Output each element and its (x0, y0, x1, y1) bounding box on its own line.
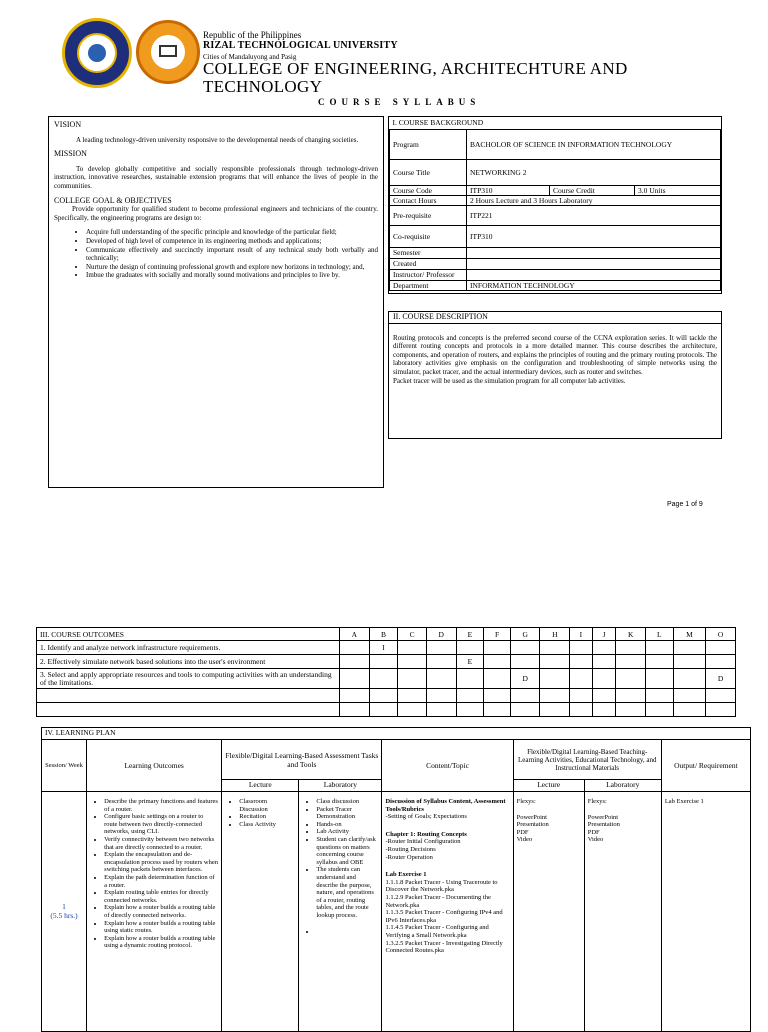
description-text: Routing protocols and concepts is the preferred second course of the CCNA exploration series. It will tackle the different routing concepts and protocols in a more detailed manner. This course describes the architecture, components, and operation of routers, and explains the principles of routing and the primary routing protocols. The laboratory activities give emphasis on the configuration and troubleshooting of simple networks using the simulator, packet tracer, and the actual intermediary devices, such as router and switches. (393, 333, 717, 376)
course-syllabus-title: COURSE SYLLABUS (318, 97, 481, 107)
lab-task: • Hands-on (316, 821, 378, 829)
vision-title: VISION (54, 120, 82, 129)
chapter-item: -Router Operation (385, 853, 433, 861)
lecture-activity: PDF (516, 828, 529, 836)
laboratory-header-2: Laboratory (584, 780, 661, 792)
outcomes-header: Learning Outcomes (87, 740, 222, 792)
contact-hours-label: Contact Hours (390, 195, 467, 205)
instructor-label: Instructor/ Professor (390, 269, 467, 280)
contact-hours-value: 2 Hours Lecture and 3 Hours Laboratory (467, 195, 721, 205)
outcome-item: • Configure basic settings on a router to route between two directly-connected networks, using CLI. (104, 813, 218, 836)
lab-activity: PowerPoint (587, 813, 619, 821)
objective-item: • Acquire full understanding of the specific principle and knowledge of the particular field; (86, 228, 378, 237)
outcome-col-header: L (646, 628, 674, 641)
mission-text: To develop globally competitive and socially responsible professionals through technology-driven instruction, innovative researches, sustainable extension programs that will enhance the lives of people in the communities. (54, 164, 378, 190)
outcome-cell: I (369, 641, 398, 655)
course-background-table (389, 117, 721, 291)
program-value: BACHOLOR OF SCIENCE IN INFORMATION TECHNOLOGY (467, 129, 721, 159)
lecture-task: • Class Activity (239, 821, 295, 829)
prerequisite-label: Pre-requisite (390, 205, 467, 225)
outcome-item: • Explain the encapsulation and de-encapsulation process used by routers when switching packets between interfaces. (104, 851, 218, 874)
lab-task: • The students can understand and describe the purpose, nature, and operations of a router, routing tables, and the route lookup process. (316, 866, 378, 919)
learning-plan-table (41, 727, 751, 1032)
objective-item: • Communicate effectively and succinctly important result of any technical study both verbally and technically; (86, 246, 378, 263)
objective-item: • Imbue the graduates with socially and morally sound motivations and principles to live by. (86, 271, 378, 280)
background-title: I. COURSE BACKGROUND (390, 117, 721, 129)
lecture-header-2: Lecture (513, 780, 584, 792)
activities-header: Flexible/Digital Learning-Based Teaching-Learning Activities, Educational Technology, and Instructional Materials (513, 740, 661, 780)
lab-activity: PDF (587, 828, 600, 836)
outcome-col-header: H (540, 628, 570, 641)
outcome-cell: D (510, 669, 540, 689)
goal-title: COLLEGE GOAL & OBJECTIVES (54, 195, 172, 205)
lecture-activity: Flexys: (516, 798, 536, 805)
cities-text: Cities of Mandaluyong and Pasig (203, 53, 297, 61)
outcome-item: • Explain how a router builds a routing table using static routes. (104, 920, 218, 935)
prerequisite-value: ITP221 (467, 205, 721, 225)
goal-text: Provide opportunity for qualified student to become professional engineers and technicians of the country. Specifically, the engineering programs are design to: (54, 205, 378, 222)
description-text-2: Packet tracer will be used as the simulation program for all computer lab activities. (393, 376, 626, 385)
republic-text: Republic of the Philippines (203, 30, 302, 40)
lab-exercise-item: 1.1.2.9 Packet Tracer - Documenting the Network.pka (385, 893, 491, 909)
outcome-cell: D (706, 669, 736, 689)
outcome-row-text: 3. Select and apply appropriate resources and tools to computing activities with an understanding of the limitations. (37, 669, 340, 689)
chapter-item: -Routing Decisions (385, 845, 436, 853)
university-name: RIZAL TECHNOLOGICAL UNIVERSITY (203, 40, 398, 51)
lecture-activity: Video (516, 836, 533, 844)
department-value: INFORMATION TECHNOLOGY (467, 280, 721, 290)
outcome-cell: E (456, 655, 484, 669)
output-cell: Lab Exercise 1 (661, 792, 750, 1032)
vision-text: A leading technology-driven university responsive to the developmental needs of changing societies. (76, 135, 359, 144)
session-header: Session/ Week (42, 740, 87, 792)
program-label: Program (390, 129, 467, 159)
outcome-item: • Explain the path determination function of a router. (104, 874, 218, 889)
lab-activities-cell (584, 792, 661, 1032)
outcome-col-header: G (510, 628, 540, 641)
outcome-item: • Explain how a router builds a routing table of directly connected networks. (104, 904, 218, 919)
lab-task: • Class discussion (316, 798, 378, 806)
outcome-item: • Describe the primary functions and features of a router. (104, 798, 218, 813)
lab-activity: Flexys: (587, 798, 607, 805)
page-number: Page 1 of 9 (667, 501, 703, 508)
university-seal-logo (62, 18, 132, 88)
session-hours: (5.5 hrs.) (50, 910, 78, 920)
content-title: Discussion of Syllabus Content, Assessment Tools/Rubrics (385, 798, 506, 813)
assessment-header: Flexible/Digital Learning-Based Assessment Tasks and Tools (222, 740, 382, 780)
lecture-tasks-cell (222, 792, 299, 1032)
outcome-col-header: D (426, 628, 456, 641)
created-label: Created (390, 258, 467, 269)
instructor-value (467, 269, 721, 280)
course-credit-value: 3.0 Units (635, 185, 721, 195)
corequisite-label: Co-requisite (390, 225, 467, 247)
lab-activity (588, 806, 658, 814)
course-code-value: ITP310 (467, 185, 550, 195)
vision-mission-box (48, 116, 384, 488)
outcome-row-text: 2. Effectively simulate network based solutions into the user's environment (37, 655, 340, 669)
outcome-item: • Verify connectivity between two networks that are directly connected to a router. (104, 836, 218, 851)
lecture-activity (517, 806, 581, 814)
outcome-col-header: K (616, 628, 646, 641)
course-background-box (388, 116, 722, 294)
outcome-row-text: 1. Identify and analyze network infrastructure requirements. (37, 641, 340, 655)
lecture-header: Lecture (222, 780, 299, 792)
lecture-task: • Classroom Discussion (239, 798, 295, 813)
objective-item: • Nurture the design of continuing professional growth and explore new horizons in technology; and, (86, 263, 378, 272)
outcomes-title: III. COURSE OUTCOMES (37, 628, 340, 641)
output-header: Output/ Requirement (661, 740, 750, 792)
content-header: Content/Topic (382, 740, 513, 792)
lab-task: • Lab Activity (316, 828, 378, 836)
lab-tasks-cell (299, 792, 382, 1032)
lecture-activity: Presentation (516, 821, 549, 829)
lab-activity: Video (587, 836, 604, 844)
session-number: 1 (62, 901, 66, 911)
created-value (467, 258, 721, 269)
lecture-activities-cell (513, 792, 584, 1032)
chapter-item: -Router Initial Configuration (385, 838, 461, 846)
course-title-value: NETWORKING 2 (467, 159, 721, 185)
college-seal-logo (136, 20, 200, 84)
lab-task: • Packet Tracer Demonstration (316, 806, 378, 821)
lecture-task: • Recitation (239, 813, 295, 821)
content-sub: -Setting of Goals; Expectations (385, 813, 467, 821)
outcome-col-header: O (706, 628, 736, 641)
lab-exercise-item: 1.1.3.5 Packet Tracer - Configuring IPv4 and IPv6 Interfaces.pka (385, 909, 503, 924)
outcome-item: • Explain how a router builds a routing table using a dynamic routing protocol. (104, 935, 218, 950)
objective-item: • Developed of high level of competence in its engineering methods and applications; (86, 237, 378, 246)
course-code-label: Course Code (390, 185, 467, 195)
outcome-item: • Explain routing table entries for directly connected networks. (104, 889, 218, 904)
lab-exercise-item: 1.1.1.8 Packet Tracer - Using Traceroute to Discover the Network.pka (385, 878, 498, 894)
lab-task (316, 928, 378, 936)
lab-activity: Presentation (587, 821, 620, 829)
outcome-col-header: J (592, 628, 616, 641)
outcome-col-header: E (456, 628, 484, 641)
outcome-col-header: M (673, 628, 706, 641)
lab-exercise-item: 1.3.2.5 Packet Tracer - Investigating Directly Connected Routes.pka (385, 939, 503, 955)
session-cell (42, 792, 87, 1032)
outcome-col-header: A (340, 628, 370, 641)
mission-title: MISSION (54, 149, 87, 159)
content-cell (382, 792, 513, 1032)
laboratory-header: Laboratory (299, 780, 382, 792)
lab-task: • Student can clarify/ask questions on matters concerning course syllabus and OBE (316, 836, 378, 866)
course-outcomes-table (36, 627, 736, 717)
learning-plan-title: IV. LEARNING PLAN (42, 728, 751, 740)
chapter-title: Chapter 1: Routing Concepts (385, 830, 467, 838)
department-label: Department (390, 280, 467, 290)
college-name: COLLEGE OF ENGINEERING, ARCHITECHTURE AND TECHNOLOGY (203, 59, 628, 96)
lecture-activity: PowerPoint (516, 813, 547, 821)
course-credit-label: Course Credit (550, 185, 635, 195)
semester-label: Semester (390, 247, 467, 258)
course-description-box (388, 311, 722, 439)
outcome-col-header: I (570, 628, 593, 641)
course-title-label: Course Title (390, 159, 467, 185)
outcome-col-header: F (484, 628, 511, 641)
lab-exercise-item: 1.1.4.5 Packet Tracer - Configuring and Verifying a Small Network.pka (385, 924, 489, 939)
lab-exercise-title: Lab Exercise 1 (385, 871, 427, 879)
outcome-col-header: C (398, 628, 427, 641)
corequisite-value: ITP310 (467, 225, 721, 247)
outcome-col-header: B (369, 628, 398, 641)
description-title: II. COURSE DESCRIPTION (389, 312, 721, 324)
semester-value (467, 247, 721, 258)
outcomes-cell (87, 792, 222, 1032)
